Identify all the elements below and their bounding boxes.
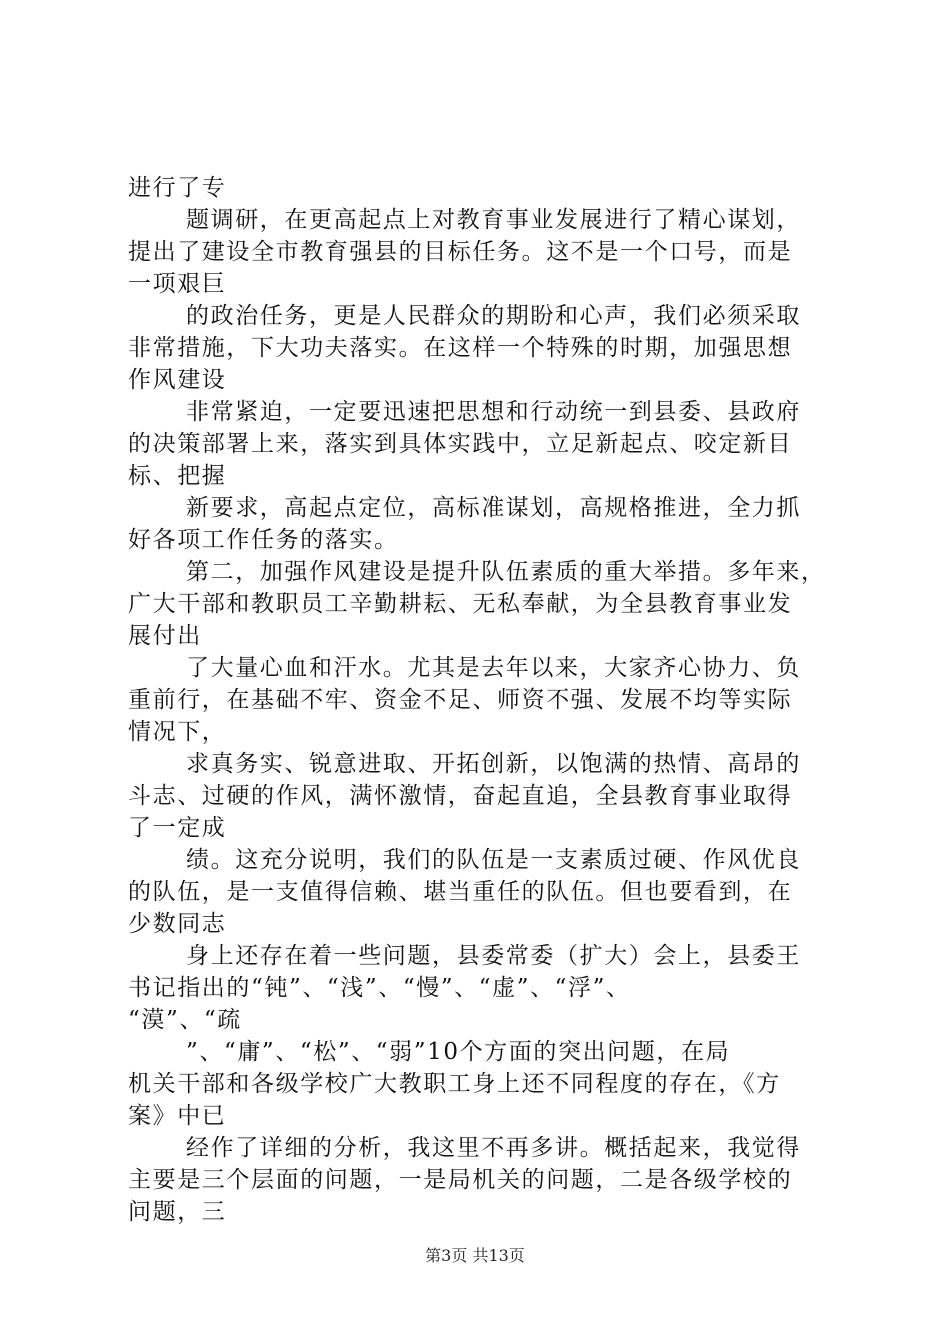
text-line: 的决策部署上来，落实到具体实践中，立足新起点、咬定新目 xyxy=(128,431,793,457)
text-line: 题调研，在更高起点上对教育事业发展进行了精心谋划， xyxy=(186,207,801,233)
text-line: 身上还存在着一些问题，县委常委（扩大）会上，县委王 xyxy=(186,943,801,969)
text-line: 非常措施，下大功夫落实。在这样一个特殊的时期，加强思想 xyxy=(128,335,793,361)
text-line: ”、“庸”、“松”、“弱”10个方面的突出问题，在局 xyxy=(186,1039,731,1065)
text-line: 进行了专 xyxy=(128,175,227,201)
text-line: 少数同志 xyxy=(128,911,227,937)
text-line: 作风建设 xyxy=(128,367,227,393)
text-line: 经作了详细的分析，我这里不再多讲。概括起来，我觉得 xyxy=(186,1135,801,1161)
text-line: 了大量心血和汗水。尤其是去年以来，大家齐心协力、负 xyxy=(186,655,801,681)
text-line: 情况下， xyxy=(128,719,227,745)
text-line: 提出了建设全市教育强县的目标任务。这不是一个口号，而是 xyxy=(128,239,793,265)
text-line: 书记指出的“钝”、“浅”、“慢”、“虚”、“浮”、 xyxy=(128,975,631,1001)
text-line: 标、把握 xyxy=(128,463,227,489)
text-line: 的政治任务，更是人民群众的期盼和心声，我们必须采取 xyxy=(186,303,801,329)
text-line: 非常紧迫，一定要迅速把思想和行动统一到县委、县政府 xyxy=(186,399,801,425)
text-line: 斗志、过硬的作风，满怀激情，奋起直追，全县教育事业取得 xyxy=(128,783,793,809)
text-line: “漠”、“疏 xyxy=(128,1007,242,1033)
text-line: 重前行，在基础不牢、资金不足、师资不强、发展不均等实际 xyxy=(128,687,793,713)
text-line: 一项艰巨 xyxy=(128,271,227,297)
text-line: 主要是三个层面的问题，一是局机关的问题，二是各级学校的 xyxy=(128,1167,793,1193)
text-line: 新要求，高起点定位，高标准谋划，高规格推进，全力抓 xyxy=(186,495,801,521)
page-footer: 第3页 共13页 xyxy=(425,1246,525,1265)
text-line: 绩。这充分说明，我们的队伍是一支素质过硬、作风优良 xyxy=(186,847,801,873)
text-line: 求真务实、锐意进取、开拓创新，以饱满的热情、高昂的 xyxy=(186,751,801,777)
text-line: 问题，三 xyxy=(128,1199,227,1225)
text-line: 第二，加强作风建设是提升队伍素质的重大举措。多年来， xyxy=(186,559,826,585)
text-line: 展付出 xyxy=(128,623,202,649)
text-line: 案》中已 xyxy=(128,1103,227,1129)
text-line: 的队伍，是一支值得信赖、堪当重任的队伍。但也要看到，在 xyxy=(128,879,793,905)
text-line: 了一定成 xyxy=(128,815,227,841)
text-line: 机关干部和各级学校广大教职工身上还不同程度的存在，《方 xyxy=(128,1071,781,1097)
text-line: 好各项工作任务的落实。 xyxy=(128,527,399,553)
text-line: 广大干部和教职员工辛勤耕耘、无私奉献，为全县教育事业发 xyxy=(128,591,793,617)
